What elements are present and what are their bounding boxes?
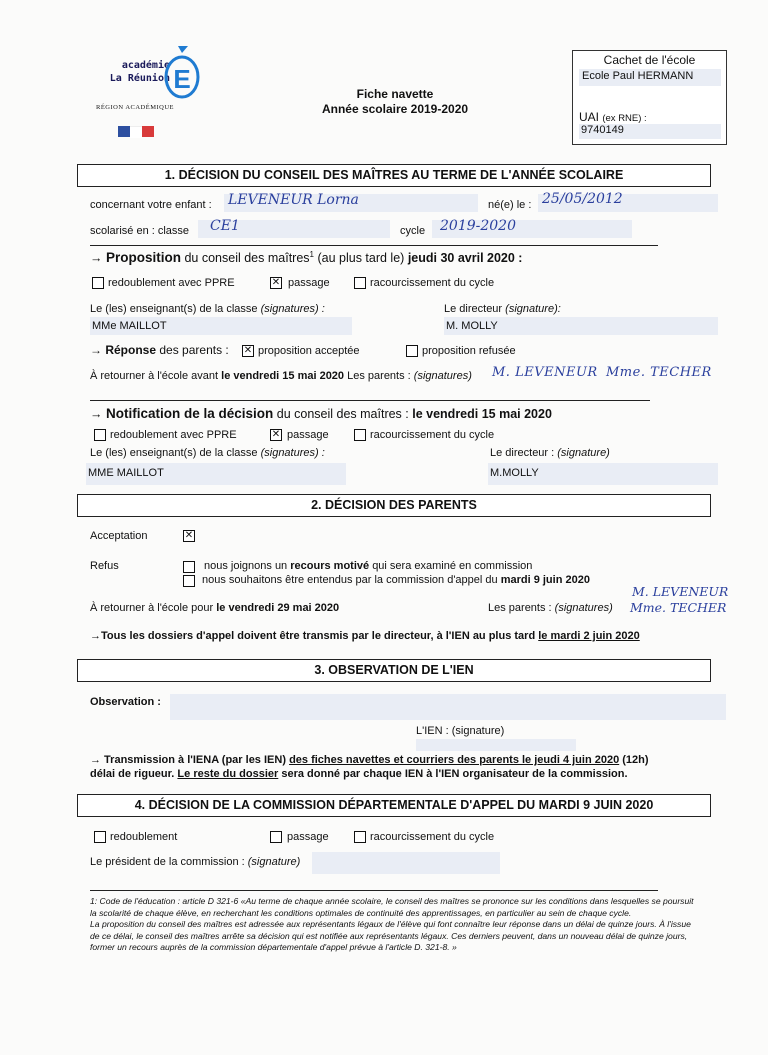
section-2-title: 2. DÉCISION DES PARENTS	[77, 494, 711, 517]
enseignant-sig-hint: (signatures) :	[260, 303, 325, 315]
refus-opt1	[204, 560, 532, 572]
refus-label: Refus	[90, 560, 119, 572]
directeur2-value: M.MOLLY	[490, 467, 539, 479]
enfant-value: LEVENEUR Lorna	[228, 192, 359, 208]
ien-signature-label: L'IEN : (signature)	[416, 725, 505, 737]
checkbox-passage[interactable]	[270, 277, 282, 289]
checkbox-notif-passage[interactable]	[270, 429, 282, 441]
notification-word: Notification de la décision	[105, 406, 274, 421]
reponse-line	[90, 343, 229, 357]
president-label	[90, 856, 300, 868]
notif-raccourcissement: racourcissement du cycle	[370, 429, 495, 441]
checkbox-commission-passage[interactable]	[270, 831, 282, 843]
notif-passage: passage	[287, 429, 329, 441]
refus-opt1-c: qui sera examiné en commission	[372, 560, 533, 572]
republique-logo	[118, 126, 156, 140]
president-label-text: Le président de la commission :	[90, 856, 245, 868]
classe-label: scolarisé en : classe	[90, 225, 190, 237]
e-logo-icon	[164, 44, 200, 102]
divider	[90, 245, 658, 246]
checkbox-acceptation[interactable]	[183, 530, 195, 542]
cycle-label: cycle	[400, 225, 426, 237]
checkbox-notif-raccourcissement[interactable]	[354, 429, 366, 441]
observation-field[interactable]	[170, 694, 726, 720]
refus-opt2-a: nous souhaitons être entendus par la commission d'appel du	[202, 574, 498, 586]
transmission-a: → Transmission à l'IENA (par les IEN)	[90, 754, 286, 766]
directeur-label	[444, 303, 561, 315]
parent1-signature-2: M. LEVENEUR	[632, 584, 729, 599]
checkbox-commission-appel[interactable]	[183, 575, 195, 587]
academie-text-2: La Réunion	[109, 73, 170, 84]
footnote-p2: La proposition du conseil des maîtres est adressée aux représentants légaux de l'élève qui font connaître leur réponse dans un délai de quinze jours. À l'issue de ce délai, le conseil des maîtres arrête sa décision qui est notifiée aux représentants légaux. Ces derniers peuvent, dans un nouveau délai de quinze jours, former un recours auprès de la commission départementale d'appel prévue à l'article D. 321-8. »	[90, 919, 691, 952]
ne-value: 25/05/2012	[542, 191, 623, 207]
enfant-label: concernant votre enfant :	[90, 199, 212, 211]
notif-redoublement: redoublement avec PPRE	[110, 429, 237, 441]
proposition-tail: (au plus tard le)	[317, 251, 405, 266]
proposition-date: jeudi 30 avril 2020 :	[407, 251, 523, 266]
footnote-divider	[90, 890, 658, 891]
enseignant2-label	[90, 447, 325, 459]
proposition-refusee: proposition refusée	[422, 345, 516, 357]
section-1-title: 1. DÉCISION DU CONSEIL DES MAÎTRES AU TERME DE L'ANNÉE SCOLAIRE	[77, 164, 711, 187]
observation-label: Observation :	[90, 696, 161, 708]
notification-date: le vendredi 15 mai 2020	[412, 407, 552, 421]
academie-logo	[108, 44, 200, 104]
section-3-title: 3. OBSERVATION DE L'IEN	[77, 659, 711, 682]
retour-date: le vendredi 15 mai 2020	[221, 370, 345, 382]
transmission-line-2	[90, 768, 628, 780]
retour-line	[90, 370, 472, 382]
retour2-line	[90, 602, 339, 614]
enseignant2-value: MME MAILLOT	[88, 467, 164, 479]
directeur-value: M. MOLLY	[446, 320, 498, 332]
arrow-icon: →	[90, 343, 102, 357]
divider	[90, 400, 650, 401]
enseignant-value: MMe MAILLOT	[92, 320, 167, 332]
directeur-label-text: Le directeur	[444, 303, 503, 315]
ien-signature-field[interactable]	[416, 739, 576, 751]
dossiers-text: →Tous les dossiers d'appel doivent être transmis par le directeur, à l'IEN au plus tard	[90, 630, 536, 642]
transmission-line-1	[90, 754, 649, 766]
academie-text-1: académie	[121, 60, 170, 71]
enseignant2-sig-hint: (signatures) :	[260, 447, 325, 459]
doc-title: Fiche navette	[356, 87, 434, 101]
arrow-icon: →	[90, 251, 103, 266]
directeur2-label	[490, 447, 610, 459]
parent2-signature: Mme. TECHER	[606, 365, 712, 380]
cycle-value: 2019-2020	[440, 218, 516, 234]
uai-label	[579, 110, 647, 124]
ne-label: né(e) le :	[488, 199, 532, 211]
checkbox-notif-redoublement[interactable]	[94, 429, 106, 441]
footnote	[90, 896, 700, 954]
proposition-mid: du conseil des maîtres	[184, 251, 310, 266]
transmission-b: des fiches navettes et courriers des parents le jeudi 4 juin 2020	[289, 754, 620, 766]
dossiers-date: le mardi 2 juin 2020	[538, 630, 640, 642]
checkbox-raccourcissement[interactable]	[354, 277, 366, 289]
enseignant2-label-text: Le (les) enseignant(s) de la classe	[90, 447, 258, 459]
president-sig-hint: (signature)	[247, 856, 301, 868]
parents2-sig-hint: (signatures)	[554, 602, 613, 614]
section-4-title: 4. DÉCISION DE LA COMMISSION DÉPARTEMENTALE D'APPEL DU MARDI 9 JUIN 2020	[77, 794, 711, 817]
dossiers-line	[90, 630, 640, 642]
checkbox-proposition-acceptee[interactable]	[242, 345, 254, 357]
region-academique: RÉGION ACADÉMIQUE	[96, 104, 175, 111]
checkbox-redoublement[interactable]	[92, 277, 104, 289]
commission-redoublement: redoublement	[110, 831, 178, 843]
opt-raccourcissement: racourcissement du cycle	[370, 277, 495, 289]
reponse-word: Réponse	[105, 343, 157, 357]
school-name: Ecole Paul HERMANN	[582, 70, 694, 82]
commission-raccourcissement: racourcissement du cycle	[370, 831, 495, 843]
arrow-icon: →	[90, 407, 103, 421]
parent2-signature-2: Mme. TECHER	[630, 600, 727, 615]
retour-label: À retourner à l'école avant	[90, 370, 219, 382]
refus-opt2	[202, 574, 590, 586]
enseignant-label	[90, 303, 325, 315]
checkbox-proposition-refusee[interactable]	[406, 345, 418, 357]
doc-subtitle: Année scolaire 2019-2020	[321, 102, 469, 116]
proposition-word: Proposition	[105, 250, 181, 266]
checkbox-recours-motive[interactable]	[183, 561, 195, 573]
transmission-d: délai de rigueur.	[90, 768, 175, 780]
checkbox-commission-raccourcissement[interactable]	[354, 831, 366, 843]
proposition-line	[90, 250, 522, 265]
cachet-box	[572, 50, 727, 145]
checkbox-commission-redoublement[interactable]	[94, 831, 106, 843]
directeur-sig-hint: (signature):	[505, 303, 561, 315]
transmission-f: sera donné par chaque IEN à l'IEN organisateur de la commission.	[281, 768, 628, 780]
parents2-label: Les parents :	[488, 602, 552, 614]
footnote-ref: 1	[309, 250, 314, 259]
directeur2-sig-hint: (signature)	[557, 447, 610, 459]
refus-opt2-b: mardi 9 juin 2020	[500, 574, 590, 586]
refus-opt1-a: nous joignons un	[204, 560, 288, 572]
parents2-line	[488, 602, 613, 614]
notification-line	[90, 406, 552, 421]
parents-sig-hint: (signatures)	[413, 370, 472, 382]
retour2-date: le vendredi 29 mai 2020	[216, 602, 340, 614]
notification-mid: du conseil des maîtres :	[276, 407, 409, 421]
acceptation-label: Acceptation	[90, 530, 148, 542]
svg-text:E: E	[173, 64, 191, 94]
parent1-signature: M. LEVENEUR	[492, 365, 598, 380]
classe-value: CE1	[210, 218, 240, 234]
uai-suffix: (ex RNE) :	[602, 113, 647, 124]
transmission-c: (12h)	[622, 754, 649, 766]
reponse-tail: des parents :	[159, 343, 229, 357]
opt-redoublement: redoublement avec PPRE	[108, 277, 235, 289]
parents-label: Les parents :	[347, 370, 411, 382]
uai-value: 9740149	[581, 124, 624, 136]
uai-label-text: UAI	[579, 110, 600, 124]
transmission-e: Le reste du dossier	[177, 768, 279, 780]
retour2-label: À retourner à l'école pour	[90, 602, 214, 614]
proposition-acceptee: proposition acceptée	[258, 345, 360, 357]
commission-passage: passage	[287, 831, 329, 843]
opt-passage: passage	[288, 277, 330, 289]
footnote-p1: 1: Code de l'éducation : article D 321-6 «Au terme de chaque année scolaire, le conseil des maîtres se prononce sur les conditions dans lesquelles se poursuit la scolarité de chaque élève, en recherchant les conditions optimales de continuité des apprentissages, en particulier au sein de chaque cycle.	[90, 896, 694, 918]
president-field[interactable]	[312, 852, 500, 874]
refus-opt1-b: recours motivé	[290, 560, 370, 572]
enseignant-label-text: Le (les) enseignant(s) de la classe	[90, 303, 258, 315]
cachet-label: Cachet de l'école	[603, 53, 696, 67]
directeur2-label-text: Le directeur :	[490, 447, 555, 459]
